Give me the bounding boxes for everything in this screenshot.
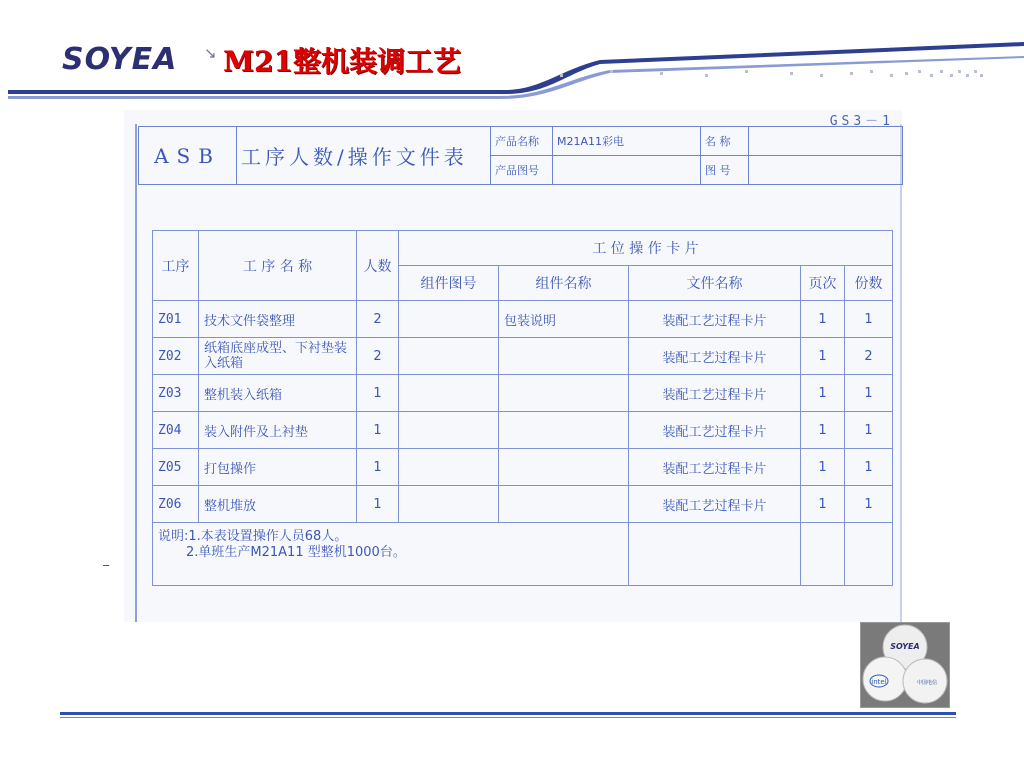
table-row	[153, 486, 893, 523]
component-name: 包装说明	[499, 301, 629, 338]
col-component-no: 组件图号	[399, 266, 499, 301]
notes-blank-pages	[801, 523, 845, 586]
col-component-name: 组件名称	[499, 266, 629, 301]
step-code: Z03	[153, 375, 199, 412]
copies: 1	[845, 301, 893, 338]
file-name: 装配工艺过程卡片	[629, 375, 801, 412]
pages: 1	[801, 301, 845, 338]
stray-dash	[103, 565, 109, 566]
step-code: Z01	[153, 301, 199, 338]
component-name	[499, 449, 629, 486]
notes-cell	[153, 523, 629, 586]
component-name	[499, 412, 629, 449]
step-code: Z06	[153, 486, 199, 523]
footer-rule-thin	[60, 717, 956, 718]
component-no	[399, 375, 499, 412]
form-code: GS3－1	[829, 114, 894, 129]
copies: 1	[845, 449, 893, 486]
step-name: 技术文件袋整理	[199, 301, 357, 338]
col-step: 工序	[153, 231, 199, 301]
headcount: 1	[357, 375, 399, 412]
pages: 1	[801, 412, 845, 449]
operation-table	[152, 230, 893, 586]
headcount: 1	[357, 412, 399, 449]
pages: 1	[801, 449, 845, 486]
step-name: 打包操作	[199, 449, 357, 486]
component-name	[499, 486, 629, 523]
partner-brand-2: intel	[871, 678, 887, 686]
component-no	[399, 449, 499, 486]
headcount: 2	[357, 301, 399, 338]
file-name: 装配工艺过程卡片	[629, 449, 801, 486]
step-name: 整机装入纸箱	[199, 375, 357, 412]
step-code: Z05	[153, 449, 199, 486]
table-row	[153, 338, 893, 375]
pages: 1	[801, 486, 845, 523]
note-line-1: 说明:1.本表设置操作人员68人。	[158, 529, 348, 544]
component-no	[399, 486, 499, 523]
col-card-group: 工 位 操 作 卡 片	[399, 231, 893, 266]
partner-logo-graphic	[861, 623, 949, 707]
headcount: 2	[357, 338, 399, 375]
arrow-icon: ↘	[204, 44, 217, 62]
notes-row	[153, 523, 893, 586]
form-right-border	[900, 124, 902, 622]
product-name-label: 产品名称	[491, 127, 553, 156]
product-drawing-label: 产品图号	[491, 156, 553, 185]
soyea-logo: SOYEA	[62, 42, 178, 77]
pages: 1	[801, 338, 845, 375]
col-copies: 份数	[845, 266, 893, 301]
step-name: 整机堆放	[199, 486, 357, 523]
headcount: 1	[357, 449, 399, 486]
product-name-value: M21A11彩电	[553, 127, 701, 156]
table-row	[153, 412, 893, 449]
col-pages: 页次	[801, 266, 845, 301]
step-name: 装入附件及上衬垫	[199, 412, 357, 449]
copies: 2	[845, 338, 893, 375]
file-name: 装配工艺过程卡片	[629, 486, 801, 523]
product-drawing-value	[553, 156, 701, 185]
component-no	[399, 338, 499, 375]
col-headcount: 人数	[357, 231, 399, 301]
name-value	[749, 127, 903, 156]
pages: 1	[801, 375, 845, 412]
table-row	[153, 301, 893, 338]
copies: 1	[845, 412, 893, 449]
partner-brand-3: 中国电信	[916, 680, 938, 686]
copies: 1	[845, 486, 893, 523]
step-name: 纸箱底座成型、下衬垫装入纸箱	[199, 338, 357, 375]
note-line-2: 2.单班生产M21A11 型整机1000台。	[186, 545, 406, 560]
component-name	[499, 375, 629, 412]
form-header-table	[138, 126, 903, 185]
partner-logo	[860, 622, 950, 708]
notes-blank-file	[629, 523, 801, 586]
step-code: Z04	[153, 412, 199, 449]
col-file-name: 文件名称	[629, 266, 801, 301]
component-no	[399, 301, 499, 338]
file-name: 装配工艺过程卡片	[629, 338, 801, 375]
component-name	[499, 338, 629, 375]
file-name: 装配工艺过程卡片	[629, 301, 801, 338]
name-label: 名 称	[701, 127, 749, 156]
component-no	[399, 412, 499, 449]
drawing-label: 图 号	[701, 156, 749, 185]
partner-brand-1: SOYEA	[890, 642, 920, 651]
col-step-name: 工 序 名 称	[199, 231, 357, 301]
copies: 1	[845, 375, 893, 412]
footer-rule	[60, 712, 956, 715]
scanned-form	[124, 110, 902, 622]
form-title: 工序人数/操作文件表	[237, 127, 491, 185]
form-id: ASB	[139, 127, 237, 185]
notes-blank-copies	[845, 523, 893, 586]
slide-title: M21整机装调工艺	[223, 45, 461, 78]
drawing-value	[749, 156, 903, 185]
form-left-border	[135, 124, 137, 622]
table-row	[153, 449, 893, 486]
headcount: 1	[357, 486, 399, 523]
file-name: 装配工艺过程卡片	[629, 412, 801, 449]
step-code: Z02	[153, 338, 199, 375]
table-row	[153, 375, 893, 412]
